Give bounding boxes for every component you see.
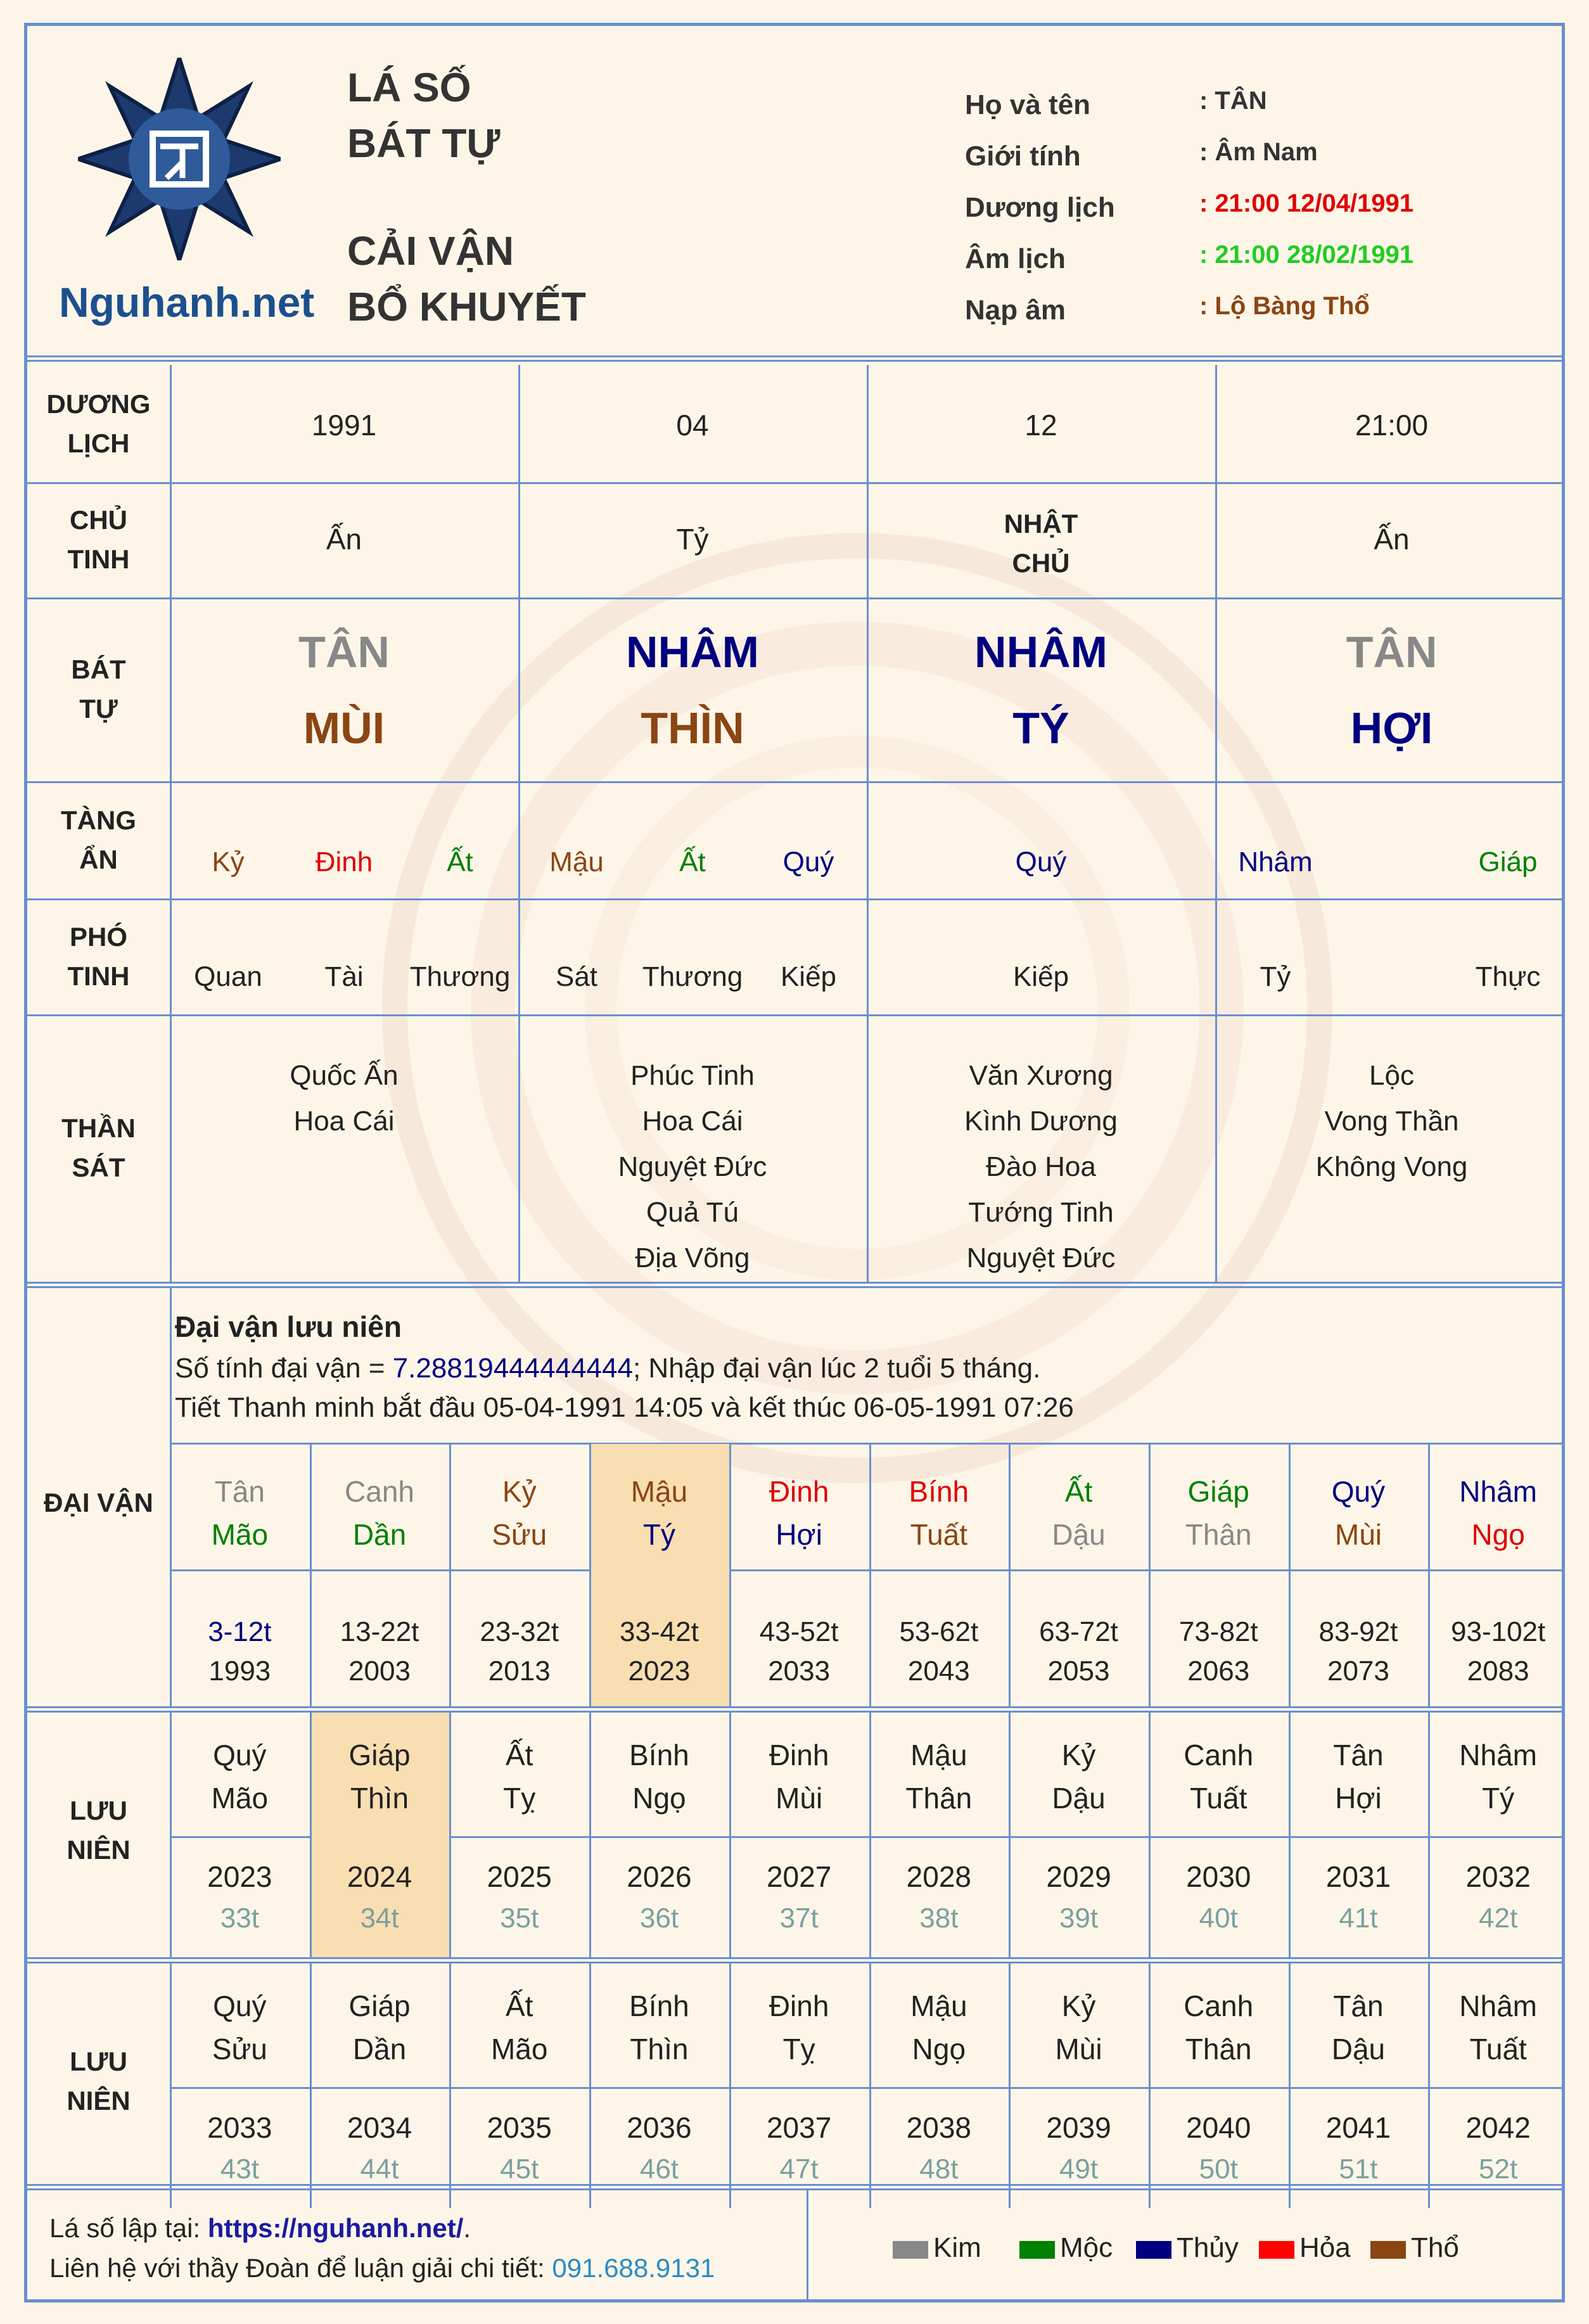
dai-van-heading: Đại vận lưu niên xyxy=(175,1310,402,1343)
divider xyxy=(27,2184,1562,2190)
info-label: Dương lịch xyxy=(965,192,1115,223)
solar-date-value: 04 xyxy=(676,409,709,442)
hidden-stem: Kỷ xyxy=(212,846,245,878)
la-so-sheet xyxy=(24,23,1565,2302)
year-branch: Tuất xyxy=(1190,1782,1248,1815)
legend-label: Kim xyxy=(933,2232,981,2263)
title-line-1: LÁ SỐ xyxy=(347,65,471,110)
cycle-stem: Bính xyxy=(909,1475,969,1508)
info-label: Âm lịch xyxy=(965,243,1066,274)
spirit-star: Văn Xương xyxy=(969,1060,1113,1091)
year-value: 2038 xyxy=(906,2111,972,2144)
row-label: TÀNG ẨN xyxy=(61,805,136,874)
earthly-branch: HỢI xyxy=(1350,703,1433,753)
cycle-branch: Tuất xyxy=(910,1518,968,1551)
year-value: 2037 xyxy=(766,2111,832,2144)
year-branch: Tỵ xyxy=(503,1782,536,1815)
cycle-stem: Tân xyxy=(214,1475,265,1508)
divider xyxy=(27,1957,1562,1963)
legend-swatch xyxy=(1019,2241,1055,2259)
cycle-year: 2023 xyxy=(628,1656,691,1687)
year-branch: Mão xyxy=(490,2033,548,2065)
year-stem: Đinh xyxy=(769,1989,829,2022)
year-branch: Tỵ xyxy=(782,2033,815,2065)
dai-van-solar-term: Tiết Thanh minh bắt đầu 05-04-1991 14:05 và kết thúc 06-05-1991 07:26 xyxy=(175,1392,1074,1423)
year-value: 2040 xyxy=(1186,2111,1251,2144)
year-value: 2032 xyxy=(1465,1860,1531,1893)
year-age: 38t xyxy=(919,1903,959,1934)
spirit-star: Quả Tú xyxy=(646,1197,739,1228)
year-age: 41t xyxy=(1339,1903,1378,1934)
spirit-star: Nguyệt Đức xyxy=(618,1151,767,1182)
year-age: 51t xyxy=(1339,2154,1378,2185)
year-value: 2042 xyxy=(1465,2111,1531,2144)
spirit-star: Tướng Tinh xyxy=(968,1197,1114,1228)
year-value: 2027 xyxy=(766,1860,832,1893)
day-master-label: NHẬT CHỦ xyxy=(1004,509,1078,578)
year-branch: Tuất xyxy=(1469,2033,1527,2065)
year-stem: Ất xyxy=(506,1739,533,1772)
earthly-branch: MÙI xyxy=(303,703,385,753)
earthly-branch: THÌN xyxy=(641,703,744,753)
grid-row-line xyxy=(27,781,1565,783)
grid-row-line xyxy=(170,2087,1565,2089)
grid-row-line xyxy=(170,1569,1565,1571)
year-age: 48t xyxy=(919,2154,959,2185)
dai-van-formula: Số tính đại vận = 7.28819444444444; Nhập đại vận lúc 2 tuổi 5 tháng. xyxy=(175,1353,1041,1384)
year-stem: Giáp xyxy=(348,1989,411,2022)
hidden-stem: Quý xyxy=(1015,846,1067,878)
row-label: DƯƠNG LỊCH xyxy=(46,388,151,458)
heavenly-stem: NHÂM xyxy=(626,627,759,677)
year-age: 34t xyxy=(360,1903,399,1934)
sub-star: Tỷ xyxy=(1260,961,1291,992)
grid-row-line xyxy=(170,1443,1565,1445)
header xyxy=(27,26,1562,355)
cycle-stem: Kỷ xyxy=(502,1475,537,1508)
footer-contact-line: Liên hệ với thầy Đoàn để luận giải chi tiết: 091.688.9131 xyxy=(49,2253,715,2283)
main-star-value: Ấn xyxy=(326,523,362,556)
spirit-star: Địa Võng xyxy=(635,1242,750,1274)
year-branch: Thân xyxy=(905,1782,973,1815)
year-stem: Canh xyxy=(1184,1739,1254,1772)
spirit-star: Lộc xyxy=(1369,1060,1414,1091)
row-label: THẦN SÁT xyxy=(61,1113,136,1182)
year-age: 42t xyxy=(1479,1903,1518,1934)
row-label: BÁT TỰ xyxy=(71,654,126,724)
year-stem: Quý xyxy=(213,1989,267,2022)
year-age: 52t xyxy=(1479,2154,1518,2185)
legend-swatch xyxy=(1136,2241,1171,2259)
year-age: 44t xyxy=(360,2154,399,2185)
year-stem: Nhâm xyxy=(1459,1989,1537,2022)
cycle-year: 2033 xyxy=(768,1656,831,1687)
year-value: 2023 xyxy=(207,1860,272,1893)
grid-row-line xyxy=(27,1014,1565,1016)
year-stem: Canh xyxy=(1184,1989,1254,2022)
info-label: Họ và tên xyxy=(965,89,1091,120)
info-value: : 21:00 28/02/1991 xyxy=(1199,241,1414,269)
year-value: 2029 xyxy=(1046,1860,1111,1893)
year-stem: Bính xyxy=(629,1739,689,1772)
info-value: : TÂN xyxy=(1199,87,1267,115)
cycle-age: 23-32t xyxy=(480,1616,559,1647)
year-stem: Quý xyxy=(213,1739,267,1772)
cycle-branch: Tý xyxy=(642,1518,675,1551)
heavenly-stem: TÂN xyxy=(1346,627,1438,677)
solar-date-value: 1991 xyxy=(311,409,377,442)
year-value: 2035 xyxy=(487,2111,552,2144)
cycle-year: 2003 xyxy=(348,1656,411,1687)
cycle-branch: Dậu xyxy=(1052,1518,1106,1551)
year-value: 2036 xyxy=(627,2111,692,2144)
star-logo-icon xyxy=(78,58,281,260)
cycle-age: 63-72t xyxy=(1039,1616,1118,1647)
year-age: 39t xyxy=(1059,1903,1099,1934)
cycle-stem: Giáp xyxy=(1187,1475,1249,1508)
cycle-stem: Canh xyxy=(345,1475,415,1508)
spirit-star: Không Vong xyxy=(1315,1151,1468,1182)
hidden-stem: Đinh xyxy=(315,846,373,878)
year-value: 2031 xyxy=(1325,1860,1391,1893)
year-stem: Kỷ xyxy=(1061,1739,1096,1772)
hidden-stem: Quý xyxy=(782,846,834,878)
dai-van-label: ĐẠI VẬN xyxy=(44,1488,153,1517)
divider xyxy=(27,1282,1562,1288)
cycle-branch: Sửu xyxy=(492,1518,547,1551)
info-value: : Lộ Bàng Thổ xyxy=(1199,292,1370,320)
legend-swatch xyxy=(893,2241,928,2259)
legend-swatch xyxy=(1259,2241,1294,2259)
cycle-age: 53-62t xyxy=(899,1616,979,1647)
cycle-age: 83-92t xyxy=(1318,1616,1398,1647)
cycle-stem: Ất xyxy=(1064,1475,1093,1508)
year-branch: Thìn xyxy=(350,1782,409,1815)
spirit-star: Vong Thần xyxy=(1324,1106,1459,1137)
year-age: 36t xyxy=(639,1903,679,1934)
solar-date-value: 21:00 xyxy=(1355,409,1429,442)
cycle-year: 2013 xyxy=(488,1656,551,1687)
info-label: Nạp âm xyxy=(965,295,1066,326)
year-branch: Mùi xyxy=(775,1782,823,1815)
year-age: 49t xyxy=(1059,2154,1099,2185)
luu-nien-label: LƯU NIÊN xyxy=(67,1796,131,1865)
year-value: 2039 xyxy=(1046,2111,1111,2144)
cycle-age: 13-22t xyxy=(340,1616,419,1647)
year-stem: Đinh xyxy=(769,1739,829,1772)
spirit-star: Hoa Cái xyxy=(642,1106,743,1137)
sub-star: Tài xyxy=(324,961,364,992)
cycle-branch: Mão xyxy=(211,1518,269,1551)
legend-swatch xyxy=(1370,2241,1406,2259)
year-age: 37t xyxy=(779,1903,819,1934)
year-branch: Sửu xyxy=(212,2033,267,2065)
year-value: 2033 xyxy=(207,2111,272,2144)
legend-label: Mộc xyxy=(1060,2232,1113,2263)
year-age: 50t xyxy=(1199,2154,1238,2185)
website-link[interactable]: https://nguhanh.net/ xyxy=(207,2213,464,2243)
footer-link-line: Lá số lập tại: https://nguhanh.net/. xyxy=(49,2213,471,2243)
sub-star: Kiếp xyxy=(1012,961,1069,992)
year-age: 46t xyxy=(639,2154,679,2185)
cycle-branch: Hợi xyxy=(775,1518,822,1551)
heavenly-stem: NHÂM xyxy=(974,627,1107,677)
year-value: 2026 xyxy=(627,1860,692,1893)
year-value: 2034 xyxy=(347,2111,412,2144)
divider xyxy=(27,355,1562,362)
year-stem: Tân xyxy=(1333,1739,1384,1772)
grid-column-line xyxy=(867,365,869,1282)
spirit-star: Nguyệt Đức xyxy=(966,1242,1116,1274)
year-value: 2041 xyxy=(1325,2111,1391,2144)
year-branch: Mùi xyxy=(1055,2033,1102,2065)
grid-row-line xyxy=(27,898,1565,900)
year-stem: Kỷ xyxy=(1061,1989,1096,2022)
cycle-year: 2043 xyxy=(907,1656,970,1687)
cycle-branch: Ngọ xyxy=(1471,1518,1525,1551)
hidden-stem: Mậu xyxy=(549,846,604,878)
cycle-year: 2073 xyxy=(1327,1656,1389,1687)
spirit-star: Hoa Cái xyxy=(293,1106,395,1137)
cycle-stem: Đinh xyxy=(769,1475,829,1508)
earthly-branch: TÝ xyxy=(1012,703,1069,753)
grid-row-line xyxy=(27,597,1565,599)
grid-column-line xyxy=(1215,365,1217,1282)
title-line-4: BỔ KHUYẾT xyxy=(347,284,586,329)
phone-link[interactable]: 091.688.9131 xyxy=(552,2253,715,2283)
hidden-stem: Giáp xyxy=(1478,846,1538,878)
sub-star: Thực xyxy=(1475,961,1541,992)
year-branch: Dần xyxy=(352,2033,407,2065)
legend-label: Hỏa xyxy=(1299,2232,1351,2263)
spirit-star: Kình Dương xyxy=(964,1106,1118,1137)
cycle-age: 33-42t xyxy=(620,1616,699,1647)
year-value: 2025 xyxy=(487,1860,552,1893)
year-value: 2024 xyxy=(347,1860,412,1893)
divider xyxy=(27,1706,1562,1713)
sub-star: Quan xyxy=(194,961,262,992)
year-branch: Dậu xyxy=(1331,2033,1386,2065)
legend-label: Thủy xyxy=(1177,2232,1239,2263)
year-branch: Thìn xyxy=(630,2033,689,2065)
hidden-stem: Ất xyxy=(447,846,473,878)
year-age: 40t xyxy=(1199,1903,1238,1934)
hidden-stem: Ất xyxy=(679,846,706,878)
spirit-star: Phúc Tinh xyxy=(630,1060,755,1091)
year-age: 45t xyxy=(500,2154,539,2185)
cycle-age: 73-82t xyxy=(1178,1616,1258,1647)
info-value: : Âm Nam xyxy=(1199,138,1318,166)
hidden-stem: Nhâm xyxy=(1238,846,1313,878)
main-star-value: Tỷ xyxy=(676,523,709,556)
cycle-stem: Mậu xyxy=(630,1475,688,1508)
spirit-star: Đào Hoa xyxy=(986,1151,1096,1182)
info-value: : 21:00 12/04/1991 xyxy=(1199,189,1414,217)
year-age: 47t xyxy=(779,2154,819,2185)
sub-star: Thương xyxy=(409,961,511,992)
year-age: 43t xyxy=(220,2154,259,2185)
year-stem: Bính xyxy=(629,1989,689,2022)
cycle-year: 2083 xyxy=(1467,1656,1529,1687)
cycle-year: 2053 xyxy=(1047,1656,1110,1687)
heavenly-stem: TÂN xyxy=(298,627,390,677)
title-line-2: BÁT TỰ xyxy=(347,120,501,166)
sub-star: Sát xyxy=(555,961,598,992)
legend-label: Thổ xyxy=(1411,2232,1459,2263)
year-stem: Tân xyxy=(1333,1989,1384,2022)
year-branch: Tý xyxy=(1482,1782,1515,1815)
row-label: CHỦ TINH xyxy=(67,505,130,574)
row-label: PHÓ TINH xyxy=(67,921,130,991)
year-age: 33t xyxy=(220,1903,259,1934)
sub-star: Thương xyxy=(642,961,743,992)
year-branch: Ngọ xyxy=(632,1782,686,1815)
year-value: 2028 xyxy=(906,1860,972,1893)
year-stem: Mậu xyxy=(910,1989,967,2022)
year-stem: Ất xyxy=(506,1989,533,2022)
grid-row-line xyxy=(27,482,1565,484)
cycle-year: 1993 xyxy=(208,1656,271,1687)
grid-column-line xyxy=(518,365,520,1282)
year-branch: Mão xyxy=(211,1782,269,1815)
year-stem: Mậu xyxy=(910,1739,967,1772)
cycle-branch: Dần xyxy=(352,1518,407,1551)
year-branch: Thân xyxy=(1185,2033,1252,2065)
cycle-branch: Mùi xyxy=(1334,1518,1382,1551)
year-stem: Nhâm xyxy=(1459,1739,1537,1772)
year-value: 2030 xyxy=(1186,1860,1251,1893)
solar-date-value: 12 xyxy=(1024,409,1057,442)
footer-divider-line xyxy=(807,2190,808,2302)
cycle-age: 3-12t xyxy=(208,1616,272,1647)
cycle-stem: Nhâm xyxy=(1459,1475,1537,1508)
info-label: Giới tính xyxy=(965,141,1081,172)
year-branch: Ngọ xyxy=(912,2033,966,2065)
cycle-year: 2063 xyxy=(1187,1656,1250,1687)
cycle-age: 93-102t xyxy=(1451,1616,1546,1647)
main-star-value: Ấn xyxy=(1374,523,1410,556)
year-age: 35t xyxy=(500,1903,539,1934)
grid-column-line xyxy=(170,365,172,1282)
title-line-3: CẢI VẬN xyxy=(347,228,514,274)
year-branch: Dậu xyxy=(1052,1782,1106,1815)
luu-nien-label: LƯU NIÊN xyxy=(67,2046,131,2116)
brand-name[interactable]: Nguhanh.net xyxy=(59,279,315,326)
sub-star: Kiếp xyxy=(780,961,837,992)
cycle-stem: Quý xyxy=(1331,1475,1386,1508)
year-stem: Giáp xyxy=(348,1739,411,1772)
cycle-age: 43-52t xyxy=(759,1616,839,1647)
spirit-star: Quốc Ấn xyxy=(290,1060,399,1091)
year-branch: Hợi xyxy=(1335,1782,1382,1815)
cycle-branch: Thân xyxy=(1185,1518,1252,1551)
